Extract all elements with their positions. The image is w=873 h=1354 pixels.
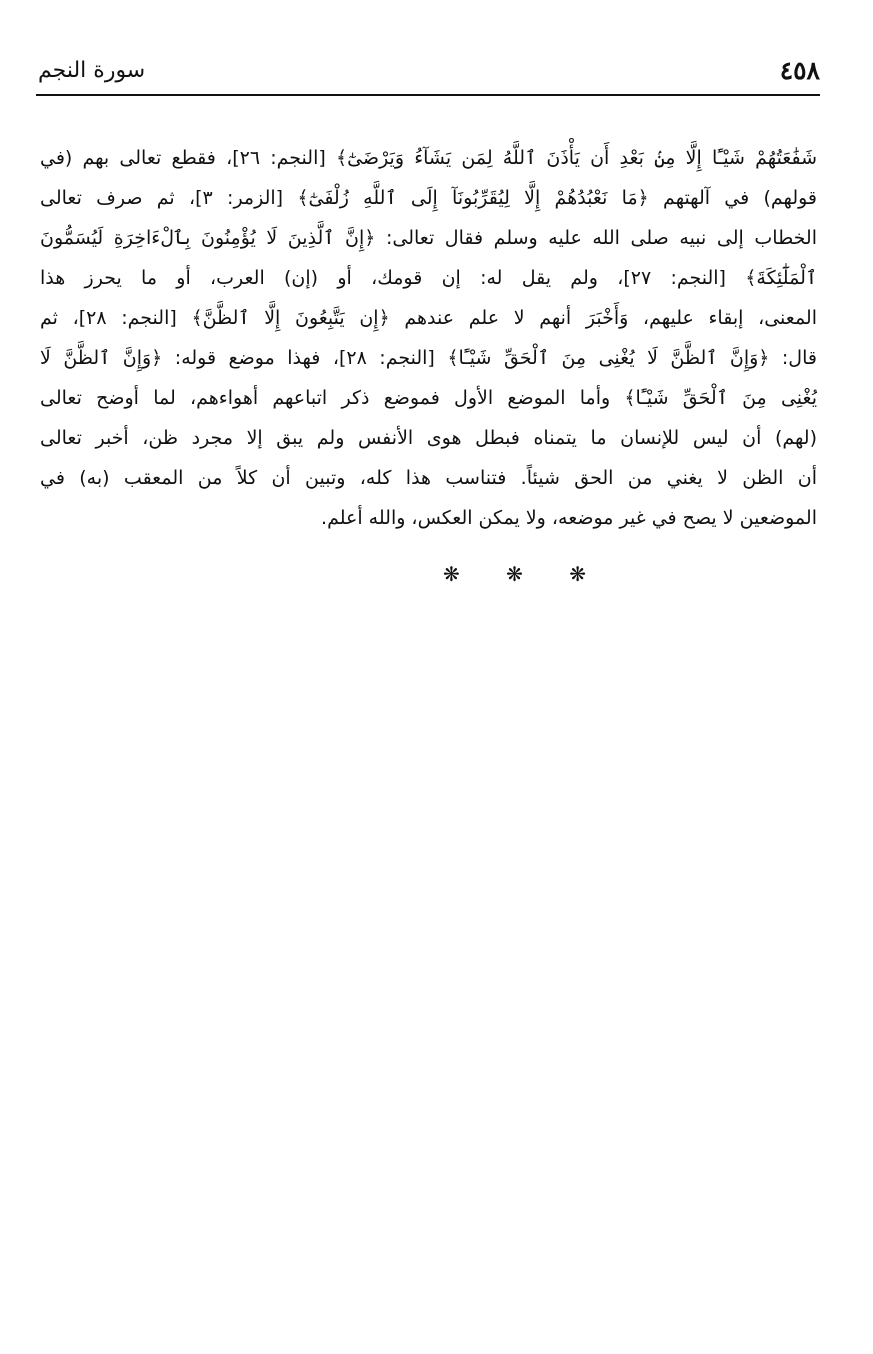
page-number: ٤٥٨	[779, 56, 820, 85]
text-line: يُغْنِى مِنَ ٱلْحَقِّ شَيْـًٔا﴾ وأما الموضع الأول فموضع ذكر اتباعهم أهواءهم، لما أوضح تعالى	[40, 387, 817, 409]
text-line: شَفَٰعَتُهُمْ شَيْـًٔا إِلَّا مِنۢ بَعْدِ أَن يَأْذَنَ ٱللَّهُ لِمَن يَشَآءُ وَيَرْضَىٰٓ﴾ [النجم: ٢٦]، فقطع تعالى بهم (في	[40, 147, 817, 169]
text-line: المعنى، إبقاء عليهم، وَأَخْبَرَ أنهم لا علم عندهم ﴿إِن يَتَّبِعُونَ إِلَّا ٱلظَّنَّ﴾ [النجم: ٢٨]، ثم	[40, 307, 817, 329]
section-separator: ❋ ❋ ❋	[443, 562, 606, 586]
text-line: قولهم) في آلهتهم ﴿مَا نَعْبُدُهُمْ إِلَّا لِيُقَرِّبُونَآ إِلَى ٱللَّهِ زُلْفَىٰٓ﴾ [الزمر: ٣]، ثم صرف تعالى	[40, 187, 817, 209]
text-line: الخطاب إلى نبيه صلى الله عليه وسلم فقال تعالى: ﴿إِنَّ ٱلَّذِينَ لَا يُؤْمِنُونَ بِٱلْءَاخِرَةِ لَيُسَمُّونَ	[40, 227, 817, 249]
running-header	[38, 52, 820, 92]
text-line-last: الموضعين لا يصح في غير موضعه، ولا يمكن العكس، والله أعلم.	[321, 507, 817, 529]
body-text	[40, 138, 817, 538]
surah-title: سورة النجم	[38, 58, 146, 83]
text-line: (لهم) أن ليس للإنسان ما يتمناه فبطل هوى الأنفس ولم يبق إلا مجرد ظن، أخبر تعالى	[40, 427, 817, 449]
text-line: قال: ﴿وَإِنَّ ٱلظَّنَّ لَا يُغْنِى مِنَ ٱلْحَقِّ شَيْـًٔا﴾ [النجم: ٢٨]، فهذا موضع قوله: ﴿وَإِنَّ ٱلظَّنَّ لَا	[40, 347, 817, 369]
text-line: أن الظن لا يغني من الحق شيئاً. فتناسب هذا كله، وتبين أن كلاً من المعقب (به) في	[40, 467, 817, 489]
text-line: ٱلْمَلَٰٓئِكَةَ﴾ [النجم: ٢٧]، ولم يقل له: إن قومك، أو (إن) العرب، أو ما يحرز هذا	[40, 267, 817, 289]
header-rule	[36, 94, 820, 96]
